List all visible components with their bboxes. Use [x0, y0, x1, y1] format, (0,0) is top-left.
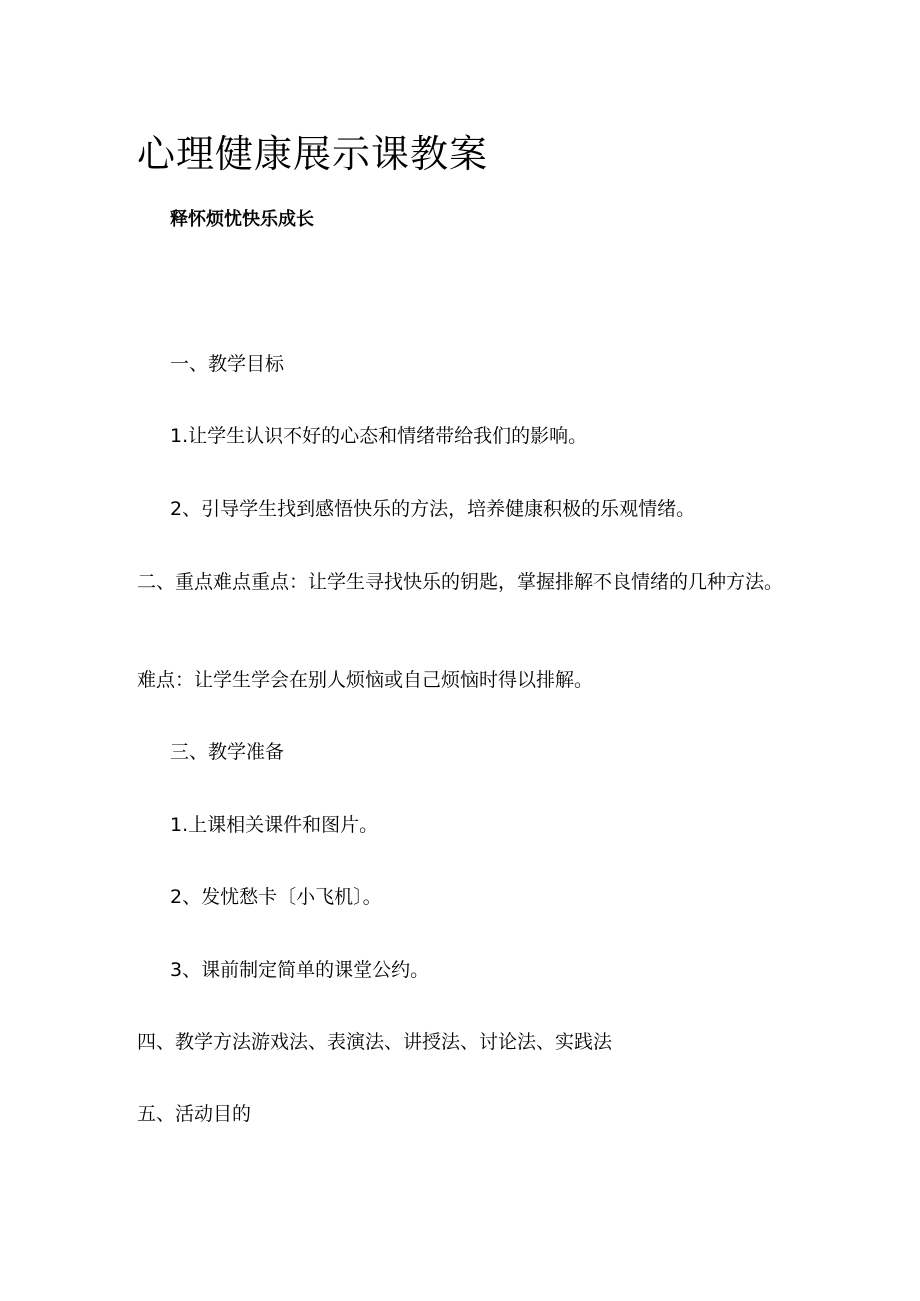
prep-item-2: 2、发忧愁卡〔小飞机〕。	[170, 886, 382, 908]
section-heading-teaching-goals: 一、教学目标	[170, 353, 285, 375]
section-heading-activity-purpose: 五、活动目的	[137, 1103, 252, 1125]
document-title: 心理健康展示课教案	[137, 132, 489, 176]
section-heading-teaching-prep: 三、教学准备	[170, 741, 285, 763]
section-heading-teaching-methods: 四、教学方法游戏法、表演法、讲授法、讨论法、实践法	[137, 1031, 613, 1053]
prep-item-3: 3、课前制定简单的课堂公约。	[170, 959, 430, 981]
prep-item-1: 1.上课相关课件和图片。	[170, 814, 379, 836]
document-subtitle: 释怀烦忧快乐成长	[170, 209, 314, 230]
difficulty-text: 难点：让学生学会在别人烦恼或自己烦恼时得以排解。	[137, 669, 594, 691]
goal-item-2: 2、引导学生找到感悟快乐的方法，培养健康积极的乐观情绪。	[170, 498, 696, 520]
goal-item-1: 1.让学生认识不好的心态和情绪带给我们的影响。	[170, 425, 588, 447]
section-heading-key-points: 二、重点难点重点：让学生寻找快乐的钥匙，掌握排解不良情绪的几种方法。	[137, 571, 784, 593]
